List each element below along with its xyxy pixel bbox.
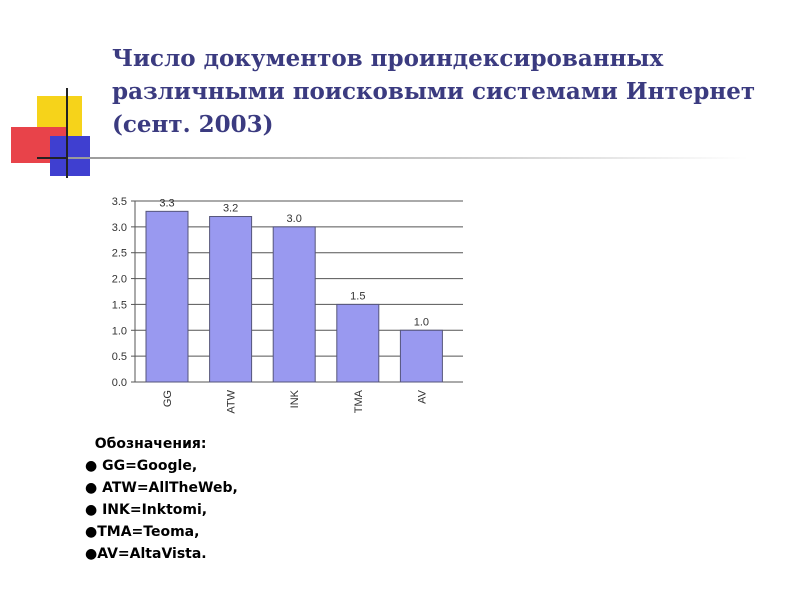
- bar: [146, 211, 188, 382]
- bar: [273, 227, 315, 382]
- title-line: Число документов проиндексированных: [112, 45, 664, 72]
- y-tick-label: 3.5: [111, 196, 127, 208]
- bar-chart: [95, 185, 475, 420]
- legend-heading: Обозначения:: [85, 436, 207, 452]
- data-label: 1.0: [413, 316, 430, 329]
- y-tick-label: 1.5: [111, 299, 127, 312]
- page-title: [112, 42, 782, 141]
- legend-item-ink: ● INK=Inktomi,: [85, 502, 208, 518]
- x-tick-label: AV: [416, 390, 429, 404]
- data-label: 3.2: [222, 202, 239, 215]
- title-underline: [68, 157, 748, 159]
- decor-vertical-line: [66, 88, 68, 178]
- y-tick-label: 2.5: [111, 247, 127, 260]
- y-tick-label: 1.0: [111, 325, 127, 338]
- legend-item-tma: ●TMA=Teoma,: [85, 524, 200, 540]
- legend-item-atw: ● ATW=AllTheWeb,: [85, 480, 238, 496]
- y-tick-label: 0.0: [111, 377, 127, 389]
- legend: [85, 433, 238, 565]
- y-tick-label: 2.0: [111, 273, 127, 286]
- decor-blue-square: [50, 136, 90, 176]
- y-tick-label: 0.5: [111, 351, 127, 364]
- bar: [210, 217, 252, 382]
- legend-item-av: ●AV=AltaVista.: [85, 546, 207, 562]
- y-tick-label: 3.0: [111, 221, 127, 234]
- data-label: 3.0: [286, 212, 302, 225]
- x-tick-label: INK: [289, 390, 302, 409]
- bar: [400, 330, 442, 382]
- x-tick-label: GG: [162, 390, 174, 408]
- title-line: различными поисковыми системами Интернет: [112, 78, 756, 105]
- legend-item-gg: ● GG=Google,: [85, 458, 198, 474]
- data-label: 1.5: [350, 290, 366, 303]
- x-tick-label: ATW: [225, 390, 238, 414]
- x-tick-label: TMA: [352, 390, 365, 414]
- data-label: 3.3: [159, 197, 175, 210]
- title-line: (сент. 2003): [112, 111, 274, 138]
- bar: [337, 304, 379, 382]
